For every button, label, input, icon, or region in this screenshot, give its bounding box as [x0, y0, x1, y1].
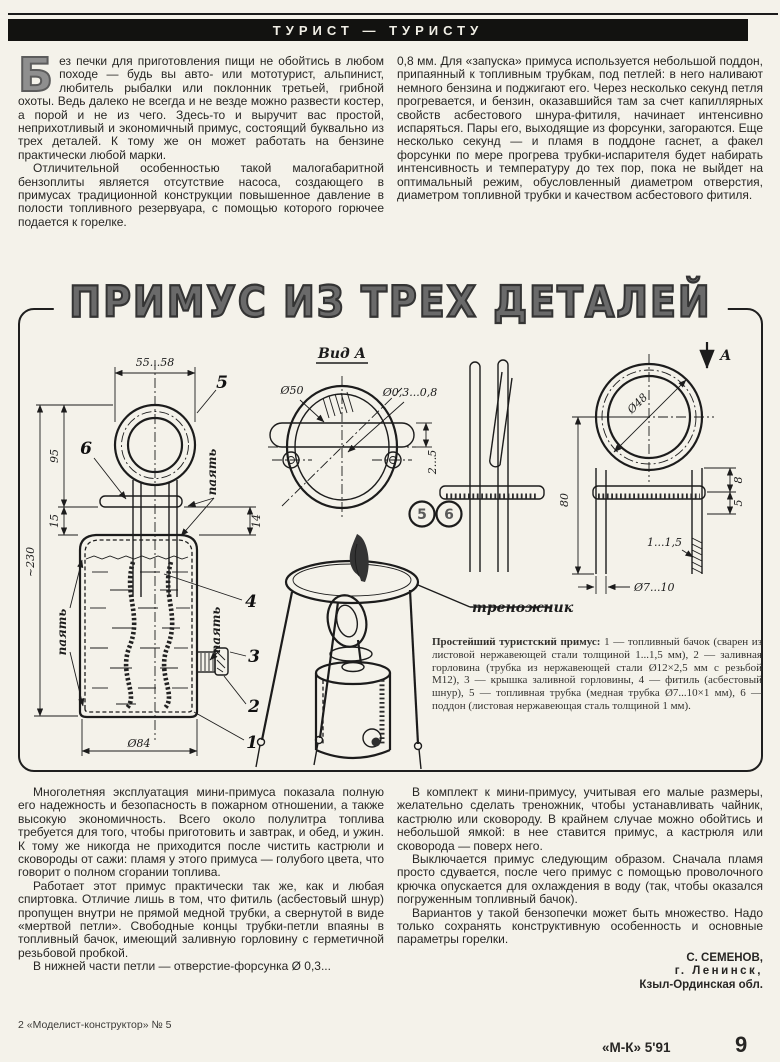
tank-top	[316, 662, 390, 684]
dim-5: 5	[732, 499, 745, 507]
tripod-label: треножник	[472, 600, 574, 616]
top-rule	[8, 13, 778, 15]
burner-loop	[323, 592, 371, 651]
author-block	[397, 952, 763, 993]
body-paragraph-2: Работает этот примус практически так же, как и любая спиртовка. Отличие лишь в том, что фитиль (асбестовый шнур) пропущен внутри не прямой медной трубки, а свернутой в виде «мертвой петли». Свободные концы трубки-петли впаяны в топливный бачок, имеющий заливную горловину с герметичной резьбовой пробкой.	[18, 878, 384, 960]
figure-caption-body: 1 — топливный бачок (сварен из листовой нержавеющей стали толщиной 1...1,5 мм), 2 — заливная горловина (трубка из нержавеющей стали Ø12×2,5 мм с резьбой М12), 3 — крышка заливной горловины, 4 — фитиль (асбестовый шнур), 5 — топливная трубка (медная трубка Ø7...10×1 мм), 6 — поддон (листовая нержавеющая сталь толщиной 1 мм).	[432, 636, 762, 712]
dim-50: Ø50	[280, 384, 304, 397]
dim-48: Ø48	[624, 390, 651, 417]
figure-caption-title: Простейший туристский примус:	[432, 636, 601, 648]
dim-230: ~230	[24, 546, 37, 578]
dim-7-10: Ø7...10	[634, 581, 675, 594]
view-arrow-label: А	[720, 348, 732, 364]
primus-front-view	[24, 356, 263, 756]
callout-6: 6	[80, 439, 92, 459]
solder-label-filler: паять	[209, 606, 223, 654]
author-region: Кзыл-Ординская обл.	[639, 978, 763, 991]
view-a-label: Вид А	[317, 346, 367, 362]
part-badge-5: 5	[417, 507, 427, 523]
body-paragraph-6: Вариантов у такой бензопечки может быть множество. Надо только сохранять конструктивную особенность и основные параметры горелки.	[397, 905, 763, 947]
rubric-label: ТУРИСТ — ТУРИСТУ	[272, 22, 484, 38]
figure-box	[18, 277, 763, 772]
dim-8: 8	[732, 476, 745, 484]
body-paragraph-5: Выключается примус следующим образом. Сначала пламя просто сдувается, после чего примус с помощью проволочного крючка опускается для охлаждения в воду (так, чтобы оказался погруженным топливный бачок).	[397, 852, 763, 907]
body-left-column	[18, 786, 384, 974]
intro-paragraph-2: Отличительной особенностью такой малогабаритной бензоплиты является отсутствие насоса, создающего в примусах традиционной конструкции повышенное давление в полости топливного резервуара, с помощью которого горючее подается к горелке.	[18, 161, 384, 229]
dim-15: 15	[48, 514, 61, 528]
view-a-top-view	[268, 346, 462, 527]
dim-55-58: 55...58	[135, 356, 175, 369]
dropcap-letter: Б	[18, 48, 54, 102]
flame	[350, 534, 369, 582]
wick-right	[164, 562, 172, 708]
dim-1-15: 1...1,5	[647, 536, 682, 549]
author-name: С. СЕМЕНОВ,	[686, 951, 763, 964]
dim-2-5: 2...5	[426, 449, 439, 475]
intro-paragraph-1	[18, 48, 384, 162]
intro-paragraph-3: 0,8 мм. Для «запуска» примуса используется небольшой поддон, припаянный к топливным трубкам, под петлей: в него наливают немного бензина и поджигают его. Через несколько секунд петля прогревается, и бензин, оказавшийся там за счет капиллярных свойств асбестового шнура-фитиля, начинает интенсивно испаряться. Пары его, выходящие из форсунки, загораются. Еще несколько секунд — и пламя в поддоне гаснет, а факел форсунки по мере прогрева трубки-испарителя будет набирать интенсивность и температуру до тех пор, пока не выйдет на оптимальный режим, обусловленный диаметром отверстия, диаметром топливной трубки и качеством асбестового фитиля.	[397, 54, 763, 203]
article-title: ПРИМУС ИЗ ТРЕХ ДЕТАЛЕЙ	[53, 277, 727, 326]
dim-03-08: Ø0,3...0,8	[382, 386, 438, 399]
callout-3: 3	[248, 647, 260, 667]
intro-paragraph-1-text: ез печки для приготовления пищи не обойтись в любом походе — будь вы авто- или мототурист, альпинист, любитель рыбалки или поклонник третьей, грибной охоты. Ведь далеко не всегда и не везде можно развести костер, а порой и не из чего. Здесь-то и выручит вас простой, неприхотливый и экономичный примус, состоящий буквально из трех деталей. К тому же он может работать на бензине практически любой марки.	[18, 54, 384, 162]
fuel-tank	[80, 535, 197, 717]
callout-5: 5	[216, 373, 228, 393]
dim-14: 14	[250, 514, 263, 528]
tube-wall-hatching	[692, 538, 702, 573]
fuel-level-hatching	[90, 572, 190, 704]
intro-left-column	[18, 48, 384, 229]
solder-label-left: паять	[55, 608, 69, 656]
dim-80: 80	[558, 493, 571, 507]
dim-95: 95	[48, 449, 61, 463]
footer-journal-issue: «М-К» 5'91	[602, 1040, 671, 1055]
body-paragraph-3: В нижней части петли — отверстие-форсунка Ø 0,3...	[33, 959, 331, 974]
body-right-column	[397, 786, 763, 992]
figure-caption	[432, 636, 762, 713]
tube-side-view	[440, 360, 544, 572]
part-badge-6: 6	[444, 507, 454, 523]
dim-84: Ø84	[127, 737, 151, 750]
callout-2: 2	[248, 697, 260, 717]
callout-4: 4	[245, 592, 257, 612]
rubric-bar	[8, 19, 748, 41]
body-paragraph-1: Многолетняя эксплуатация мини-примуса показала полную его надежность и безопасность в пожарном отношении, а также высокую экономичность. Всего около полулитра топлива требуется для того, чтобы приготовить и завтрак, и обед, и ужин. К тому же никогда не приходится после чистить кастрюли и сковороды от сажи: пламя у этого примуса — голубого цвета, что говорит о полном сгорании топлива.	[18, 785, 384, 880]
body-paragraph-4: В комплект к мини-примусу, учитывая его малые размеры, желательно сделать треножник, чтобы устанавливать чайник, кастрюлю или сковороду. В крайнем случае можно обойтись и небольшой ямкой: в нее ставится примус, а кастрюля или сковорода — поверх него.	[397, 785, 763, 853]
intro-right-column	[397, 55, 763, 202]
author-city: г. Ленинск,	[674, 965, 763, 978]
callout-1: 1	[246, 733, 258, 753]
tube-front-view	[558, 342, 745, 594]
footer-page-number: 9	[735, 1032, 748, 1057]
solder-label-right: паять	[205, 448, 219, 496]
footer-imprint: 2 «Моделист-конструктор» № 5	[18, 1019, 172, 1031]
